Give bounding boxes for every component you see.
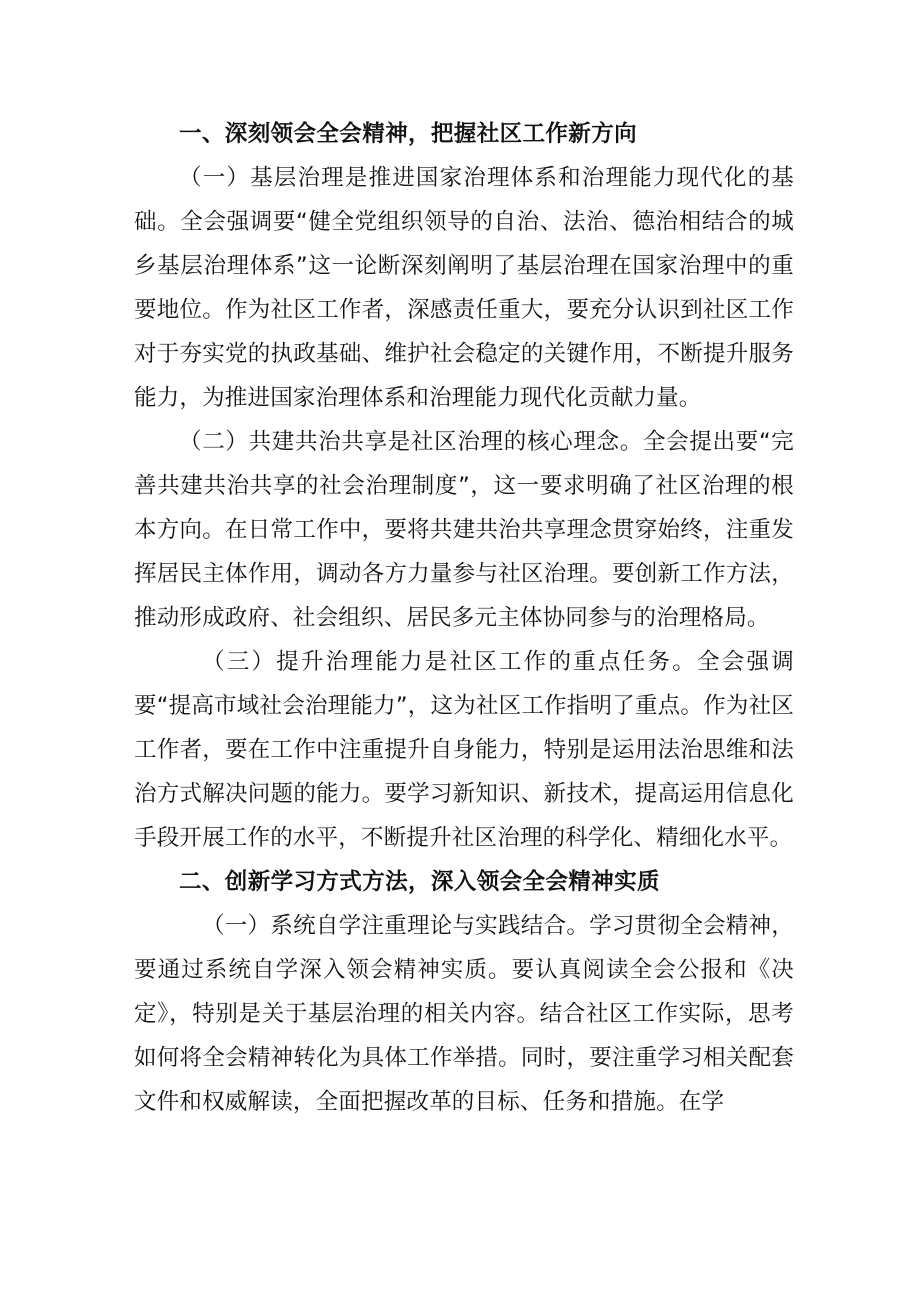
section-heading-2: 二、创新学习方式方法，深入领会全会精神实质	[179, 869, 660, 895]
document-body	[134, 112, 794, 1124]
paragraph-3: （三）提升治理能力是社区工作的重点任务。全会强调要“提高市域社会治理能力”，这为社区工作指明了重点。作为社区工作者，要在工作中注重提升自身能力，特别是运用法治思维和法治方式解决问题的能力。要学习新知识、新技术，提高运用信息化手段开展工作的水平，不断提升社区治理的科学化、精细化水平。	[134, 649, 794, 851]
paragraph-2: （二）共建共治共享是社区治理的核心理念。全会提出要“完善共建共治共享的社会治理制度”，这一要求明确了社区治理的根本方向。在日常工作中，要将共建共治共享理念贯穿始终，注重发挥居民主体作用，调动各方力量参与社区治理。要创新工作方法，推动形成政府、社会组织、居民多元主体协同参与的治理格局。	[134, 429, 794, 631]
section-heading-1: 一、深刻领会全会精神，把握社区工作新方向	[179, 121, 638, 147]
paragraph-1: （一）基层治理是推进国家治理体系和治理能力现代化的基础。全会强调要“健全党组织领导的自治、法治、德治相结合的城乡基层治理体系”这一论断深刻阐明了基层治理在国家治理中的重要地位。作为社区工作者，深感责任重大，要充分认识到社区工作对于夯实党的执政基础、维护社会稳定的关键作用，不断提升服务能力，为推进国家治理体系和治理能力现代化贡献力量。	[134, 165, 794, 411]
paragraph-4: （一）系统自学注重理论与实践结合。学习贯彻全会精神，要通过系统自学深入领会精神实质。要认真阅读全会公报和《决定》，特别是关于基层治理的相关内容。结合社区工作实际，思考如何将全会精神转化为具体工作举措。同时，要注重学习相关配套文件和权威解读，全面把握改革的目标、任务和措施。在学	[134, 913, 794, 1115]
